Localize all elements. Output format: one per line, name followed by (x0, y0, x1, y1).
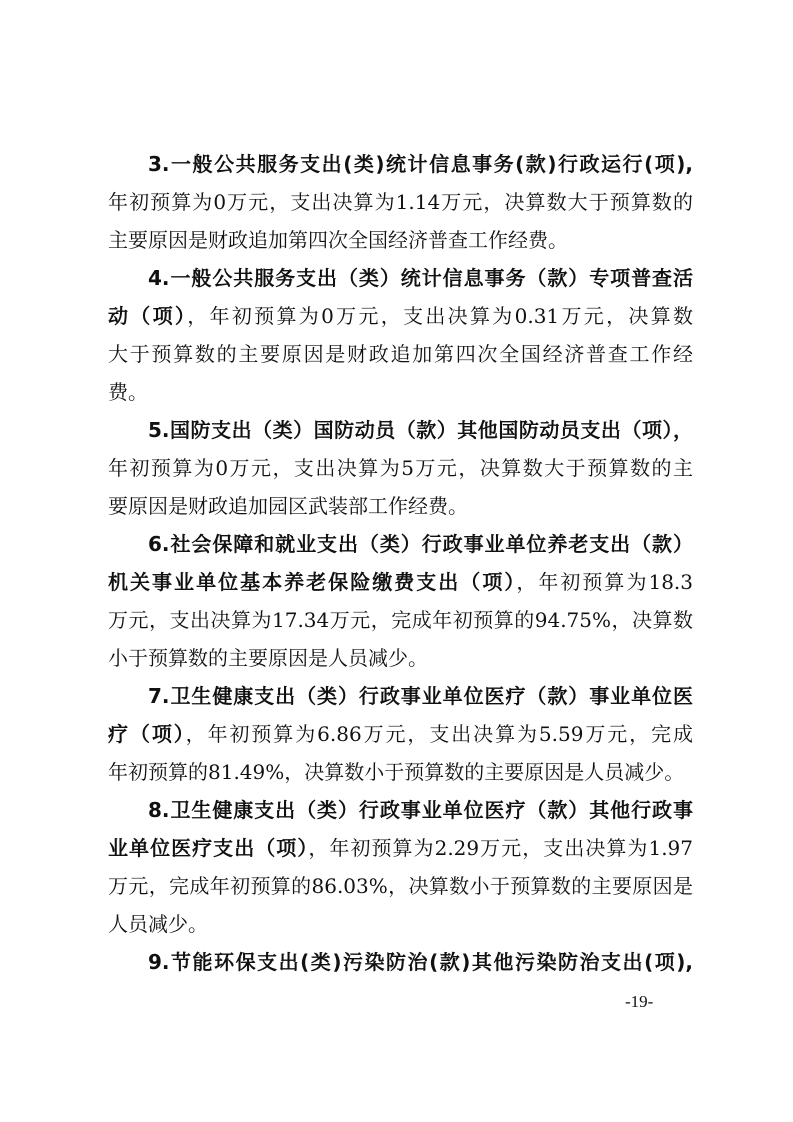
item-7-heading-line-1: 7.卫生健康支出（类）行政事业单位医疗（款）事业单位医 (148, 684, 693, 708)
item-6-heading-line-1: 6.社会保障和就业支出（类）行政事业单位养老支出（款） (148, 532, 693, 556)
item-5-line-2: 要原因是财政追加园区武装部工作经费。 (108, 494, 468, 518)
item-5-line-1: 年初预算为0万元，支出决算为5万元，决算数大于预算数的主 (108, 456, 693, 480)
item-3-line-1: 年初预算为0万元，支出决算为1.14万元，决算数大于预算数的 (108, 190, 693, 214)
item-8-heading-end: 业单位医疗支出（项） (108, 836, 309, 860)
item-6-heading-tail: ，年初预算为18.3 (516, 570, 694, 594)
item-8-line-3: 万元，完成年初预算的86.03%，决算数小于预算数的主要原因是 (108, 874, 693, 898)
item-6-line-4: 小于预算数的主要原因是人员减少。 (108, 646, 428, 670)
item-8-line-4: 人员减少。 (108, 912, 208, 936)
item-8-heading-tail: ，年初预算为2.29万元，支出决算为1.97 (308, 836, 693, 860)
item-6-heading-end: 机关事业单位基本养老保险缴费支出（项） (108, 570, 517, 594)
item-5-heading: 5.国防支出（类）国防动员（款）其他国防动员支出（项）， (148, 418, 693, 442)
item-3-line-2: 主要原因是财政追加第四次全国经济普查工作经费。 (108, 228, 568, 252)
item-6-line-2 (108, 568, 693, 596)
item-7-heading-end: 疗（项） (108, 722, 186, 746)
item-8-line-2 (108, 834, 693, 862)
item-7-line-2 (108, 720, 693, 748)
item-4-heading-end: 动（项） (108, 304, 188, 328)
item-9-heading: 9.节能环保支出(类)污染防治(款)其他污染防治支出(项), (148, 950, 693, 974)
item-8-heading-line-1: 8.卫生健康支出（类）行政事业单位医疗（款）其他行政事 (148, 798, 693, 822)
item-3-heading: 3.一般公共服务支出(类)统计信息事务(款)行政运行(项), (148, 152, 693, 176)
item-4-heading-tail: ，年初预算为0万元，支出决算为0.31万元，决算数 (187, 304, 694, 328)
item-4-heading-line-1: 4.一般公共服务支出（类）统计信息事务（款）专项普查活 (148, 266, 693, 290)
page-number: -19- (625, 992, 654, 1011)
item-7-heading-tail: ，年初预算为6.86万元，支出决算为5.59万元，完成 (185, 722, 693, 746)
item-4-line-2 (108, 302, 693, 330)
item-4-line-3: 大于预算数的主要原因是财政追加第四次全国经济普查工作经 (108, 342, 693, 366)
item-6-line-3: 万元，支出决算为17.34万元，完成年初预算的94.75%，决算数 (108, 608, 693, 632)
item-4-line-4: 费。 (108, 380, 148, 404)
item-7-line-3: 年初预算的81.49%，决算数小于预算数的主要原因是人员减少。 (108, 760, 685, 784)
